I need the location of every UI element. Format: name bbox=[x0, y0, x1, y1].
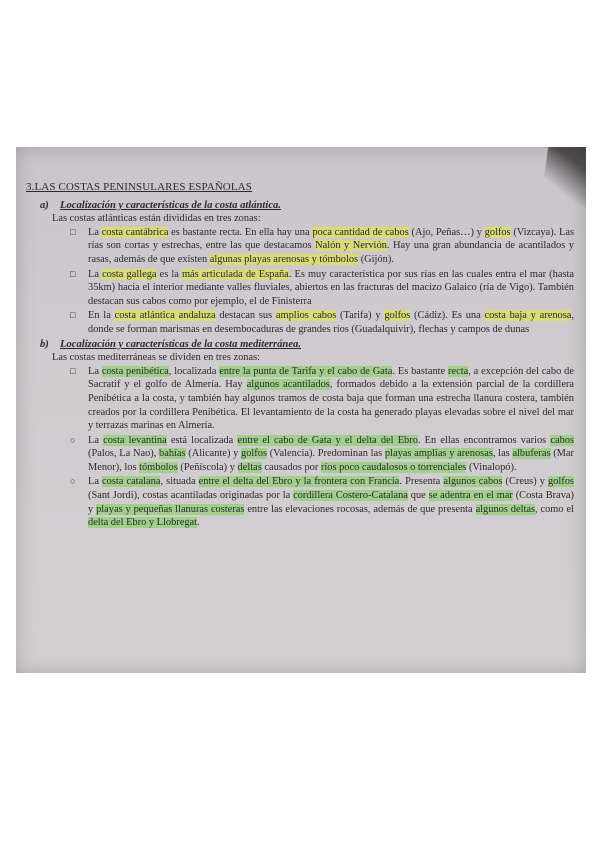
section-title: 3.LAS COSTAS PENINSULARES ESPAÑOLAS bbox=[26, 181, 252, 193]
body-text: La bbox=[88, 476, 103, 488]
body-text: La bbox=[88, 434, 104, 446]
list-item bbox=[70, 309, 574, 336]
subsection-heading-b bbox=[40, 338, 574, 352]
highlighted-text: delta del Ebro y Llobregat bbox=[88, 517, 198, 529]
circle-bullet-icon: ○ bbox=[70, 434, 76, 445]
body-text: está localizada bbox=[166, 434, 238, 446]
highlighted-text: costa gallega bbox=[102, 268, 157, 280]
square-bullet-icon: □ bbox=[70, 226, 76, 237]
body-text: En la bbox=[88, 310, 115, 322]
body-text: . Es muy característica por sus rías en las cuales entra el mar (hasta 35km) hacia el interior mediante valles fluviales, abiertos en las fracturas del macizo Galaico (ría de Vigo). También destacan sus cabos como por ejemplo, el de Finisterra bbox=[88, 268, 574, 307]
body-text: destacan sus bbox=[215, 310, 276, 322]
highlighted-text: entre la punta de Tarifa y el cabo de Gata bbox=[219, 365, 393, 377]
body-text: (Palos, La Nao), bbox=[88, 448, 160, 460]
list-item bbox=[70, 475, 574, 529]
body-text: (Vinalopó). bbox=[466, 461, 517, 473]
body-text: La bbox=[88, 365, 102, 377]
body-text: (Creus) y bbox=[502, 476, 548, 488]
highlighted-text: recta bbox=[448, 365, 469, 377]
list-item bbox=[70, 226, 575, 267]
highlighted-text: se adentra en el mar bbox=[428, 490, 513, 502]
highlighted-text: costa levantina bbox=[103, 434, 167, 446]
square-bullet-icon: □ bbox=[70, 268, 76, 279]
body-text: es la bbox=[156, 268, 182, 280]
body-text: La bbox=[88, 226, 102, 238]
highlighted-text: deltas bbox=[237, 461, 262, 473]
document-content bbox=[26, 181, 574, 531]
highlighted-text: costa baja y arenosa bbox=[484, 310, 572, 322]
list-item bbox=[70, 434, 575, 475]
highlighted-text: entre el delta del Ebro y la frontera con Francia bbox=[198, 476, 400, 488]
highlighted-text: cordillera Costero-Catalana bbox=[293, 490, 408, 502]
body-text: (Gijón). bbox=[358, 253, 394, 265]
highlighted-text: más articulada de España bbox=[181, 268, 289, 280]
highlighted-text: entre el cabo de Gata y el delta del Ebro bbox=[237, 434, 418, 446]
body-text: La bbox=[88, 268, 103, 280]
highlighted-text: costa catalana bbox=[102, 476, 161, 488]
body-text: . Presenta bbox=[399, 476, 444, 488]
body-text: (Vizcaya). Las rías son cortas y estrechas, entre las que destacamos bbox=[88, 226, 574, 252]
body-text: (Costa Brava) y bbox=[88, 490, 574, 515]
body-text: , a excepción del cabo de Sacratif y el golfo de Almería. Hay bbox=[88, 365, 574, 391]
highlighted-text: cabos bbox=[550, 434, 575, 446]
highlighted-text: costa penibética bbox=[101, 365, 169, 377]
body-text: (Tarifa) y bbox=[336, 310, 385, 322]
highlighted-text: poca cantidad de cabos bbox=[312, 226, 409, 238]
square-bullet-icon: □ bbox=[70, 310, 76, 321]
subsection-heading-a bbox=[40, 199, 574, 213]
body-text: (Cádiz). Es una bbox=[410, 310, 485, 322]
subsection-intro: Las costas mediterráneas se dividen en tres zonas: bbox=[52, 352, 261, 364]
highlighted-text: playas amplias y arenosas bbox=[384, 448, 493, 460]
highlighted-text: golfos bbox=[484, 226, 511, 238]
body-text: que bbox=[407, 490, 429, 502]
highlighted-text: golfos bbox=[384, 310, 411, 322]
highlighted-text: playas y pequeñas llanuras costeras bbox=[96, 503, 245, 515]
body-text: (Ajo, Peñas…) y bbox=[408, 226, 485, 238]
subsection-title: Localización y características de la costa mediterránea. bbox=[60, 338, 301, 350]
highlighted-text: costa cantábrica bbox=[101, 226, 169, 238]
atlantic-coast-list bbox=[26, 226, 574, 337]
body-text: , situada bbox=[160, 476, 199, 488]
highlighted-text: algunos deltas bbox=[475, 503, 536, 515]
body-text: , las bbox=[492, 448, 513, 460]
highlighted-text: amplios cabos bbox=[275, 310, 337, 322]
body-text: (Alicante) y bbox=[185, 448, 242, 460]
body-text: . En ellas encontramos varios bbox=[417, 434, 551, 446]
list-item bbox=[70, 365, 574, 433]
body-text: . Es bastante bbox=[392, 365, 449, 377]
body-text: , donde se forman marismas en desembocaduras de grandes ríos (Guadalquivir), flechas y campos de dunas bbox=[88, 310, 574, 335]
list-item bbox=[70, 268, 574, 309]
body-text: , localizada bbox=[168, 365, 220, 377]
body-text: , formados debido a la extensión parcial de la cordillera Penibética a la costa, y también hay algunos tramos de costa baja que forman una estrecha llanura costera, también creados por la cordillera Penibética. El levantamiento de la costa ha generado playas elevadas sobre el nivel del mar y terrazas marinas en Almería. bbox=[88, 379, 574, 432]
circle-bullet-icon: ○ bbox=[70, 476, 76, 487]
body-text: . bbox=[197, 517, 200, 529]
body-text: (Valencia). Predominan las bbox=[267, 448, 385, 460]
highlighted-text: golfos bbox=[548, 476, 574, 488]
highlighted-text: algunos cabos bbox=[443, 476, 503, 488]
subsection-intro: Las costas atlánticas están divididas en tres zonas: bbox=[52, 213, 261, 225]
body-text: causados por bbox=[261, 461, 321, 473]
highlighted-text: costa atlántica andaluza bbox=[114, 310, 216, 322]
subsection-letter: a) bbox=[40, 199, 49, 211]
body-text: entre las elevaciones rocosas, además de que presenta bbox=[244, 503, 476, 515]
body-text: (Sant Jordi), costas acantiladas originadas por la bbox=[88, 490, 294, 502]
body-text: . Hay una gran abundancia de acantilados y rasas, además de que existen bbox=[88, 240, 575, 265]
highlighted-text: Nalón y Nervión bbox=[315, 240, 387, 252]
highlighted-text: tómbolos bbox=[139, 461, 178, 473]
highlighted-text: ríos poco caudalosos o torrenciales bbox=[320, 461, 467, 473]
photographed-sheet bbox=[16, 147, 586, 673]
highlighted-text: albuferas bbox=[512, 448, 551, 460]
highlighted-text: golfos bbox=[241, 448, 268, 460]
subsection-title: Localización y características de la costa atlántica. bbox=[60, 199, 281, 211]
highlighted-text: algunas playas arenosas y tómbolos bbox=[209, 253, 359, 265]
square-bullet-icon: □ bbox=[70, 365, 76, 376]
highlighted-text: algunos acantilados bbox=[246, 379, 330, 391]
highlighted-text: bahías bbox=[159, 448, 186, 460]
body-text: es bastante recta. En ella hay una bbox=[168, 226, 313, 238]
body-text: , como el bbox=[535, 503, 574, 515]
subsection-letter: b) bbox=[40, 338, 49, 350]
mediterranean-coast-list bbox=[26, 365, 574, 530]
body-text: (Peñíscola) y bbox=[177, 461, 238, 473]
body-text: (Mar Menor), los bbox=[88, 448, 574, 473]
